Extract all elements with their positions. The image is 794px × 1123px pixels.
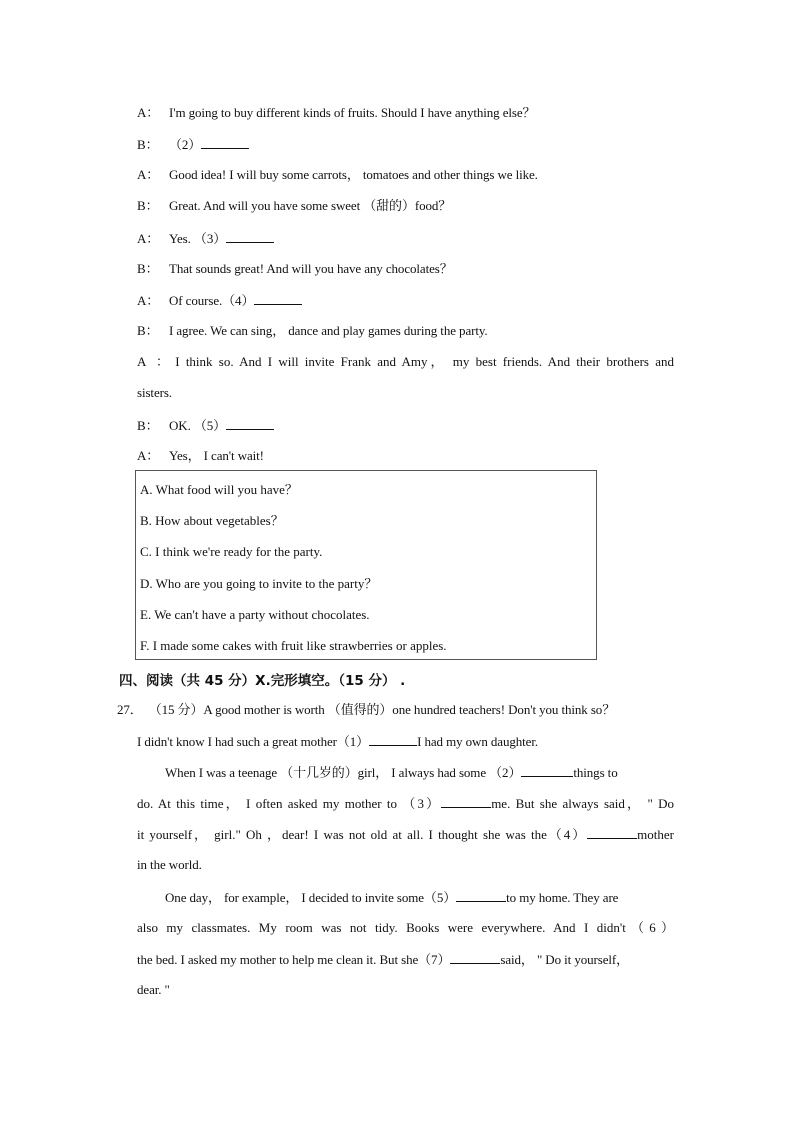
speaker-label: A： bbox=[137, 105, 160, 120]
question-text: （15 分）A good mother is worth （值得的）one hundred teachers! Don't you think so？ bbox=[148, 702, 616, 717]
passage-text: I had my own daughter. bbox=[417, 734, 539, 749]
option-c: C. I think we're ready for the party. bbox=[140, 544, 323, 559]
passage-text: do. At this time， I often asked my mother to （3） bbox=[137, 796, 442, 811]
dialogue-line-3 bbox=[137, 167, 538, 183]
question-27-line-1 bbox=[117, 702, 615, 718]
speaker-label: A： bbox=[137, 354, 169, 369]
dialogue-text: （2） bbox=[169, 137, 202, 152]
dialogue-line-1 bbox=[137, 105, 535, 121]
passage-line-6 bbox=[137, 857, 202, 873]
cloze-blank-1[interactable] bbox=[369, 733, 417, 746]
dialogue-line-6 bbox=[137, 261, 453, 277]
dialogue-text: That sounds great! And will you have any chocolates？ bbox=[169, 261, 453, 276]
dialogue-text: I'm going to buy different kinds of fruits. Should I have anything else？ bbox=[169, 105, 536, 120]
speaker-label: B： bbox=[137, 323, 159, 338]
passage-text: in the world. bbox=[137, 857, 202, 872]
passage-line-10 bbox=[137, 982, 170, 998]
passage-text: to my home. They are bbox=[506, 890, 619, 905]
speaker-label: A： bbox=[137, 167, 160, 182]
passage-text: When I was a teenage （十几岁的）girl， I always had some （2） bbox=[165, 765, 522, 780]
option-f: F. I made some cakes with fruit like strawberries or apples. bbox=[140, 638, 447, 653]
speaker-label: B： bbox=[137, 418, 159, 433]
passage-line-7 bbox=[165, 889, 618, 906]
cloze-blank-2[interactable] bbox=[521, 764, 573, 777]
passage-text: dear. " bbox=[137, 982, 170, 997]
dialogue-text: Yes， I can't wait! bbox=[169, 448, 264, 463]
passage-text: me. But she always said， " Do bbox=[491, 796, 675, 811]
dialogue-line-10 bbox=[137, 417, 274, 434]
dialogue-line-11 bbox=[137, 448, 264, 464]
dialogue-text: Good idea! I will buy some carrots， tomatoes and other things we like. bbox=[169, 167, 538, 182]
dialogue-text: I think so. And I will invite Frank and Amy， my best friends. And their brothers and bbox=[169, 354, 674, 369]
dialogue-line-5 bbox=[137, 230, 274, 247]
dialogue-line-9 bbox=[137, 354, 674, 370]
question-27-line-2 bbox=[137, 733, 538, 750]
dialogue-line-7 bbox=[137, 292, 302, 309]
dialogue-line-2 bbox=[137, 136, 249, 153]
option-d: D. Who are you going to invite to the party？ bbox=[140, 576, 378, 591]
passage-text: things to bbox=[573, 765, 618, 780]
passage-text: also my classmates. My room was not tidy. Books were everywhere. And I didn't（6） bbox=[137, 920, 674, 935]
speaker-label: A： bbox=[137, 231, 160, 246]
speaker-label: B： bbox=[137, 137, 159, 152]
passage-text: said， " Do it yourself， bbox=[500, 952, 630, 967]
speaker-label: A： bbox=[137, 448, 160, 463]
passage-line-9 bbox=[137, 951, 629, 968]
question-number: 27． bbox=[117, 702, 143, 717]
passage-line-4 bbox=[137, 795, 674, 812]
dialogue-text: Of course.（4） bbox=[169, 293, 255, 308]
answer-blank-5[interactable] bbox=[226, 417, 274, 430]
passage-line-5 bbox=[137, 826, 674, 843]
answer-blank-2[interactable] bbox=[201, 136, 249, 149]
speaker-label: B： bbox=[137, 198, 159, 213]
passage-text: I didn't know I had such a great mother（1） bbox=[137, 734, 370, 749]
passage-line-8 bbox=[137, 920, 674, 936]
dialogue-text: Yes. （3） bbox=[169, 231, 227, 246]
dialogue-line-9-cont bbox=[137, 385, 172, 401]
answer-blank-4[interactable] bbox=[254, 292, 302, 305]
option-b: B. How about vegetables？ bbox=[140, 513, 284, 528]
passage-line-3 bbox=[165, 764, 618, 781]
dialogue-line-4 bbox=[137, 198, 451, 214]
cloze-blank-4[interactable] bbox=[587, 826, 637, 839]
passage-text: it yourself， girl." Oh ，dear! I was not old at all. I thought she was the（4） bbox=[137, 827, 588, 842]
dialogue-text: sisters. bbox=[137, 385, 172, 400]
option-e: E. We can't have a party without chocolates. bbox=[140, 607, 370, 622]
dialogue-line-8 bbox=[137, 323, 488, 339]
passage-text: One day， for example， I decided to invite some（5） bbox=[165, 890, 457, 905]
dialogue-text: I agree. We can sing， dance and play games during the party. bbox=[169, 323, 488, 338]
option-a: A. What food will you have？ bbox=[140, 482, 298, 497]
passage-text: the bed. I asked my mother to help me clean it. But she（7） bbox=[137, 952, 451, 967]
dialogue-text: Great. And will you have some sweet （甜的）food？ bbox=[169, 198, 452, 213]
speaker-label: B： bbox=[137, 261, 159, 276]
section-heading: 四、阅读（共 45 分）X.完形填空。（15 分） . bbox=[119, 673, 406, 689]
cloze-blank-3[interactable] bbox=[441, 795, 491, 808]
cloze-blank-5[interactable] bbox=[456, 889, 506, 902]
speaker-label: A： bbox=[137, 293, 160, 308]
options-box bbox=[135, 470, 597, 660]
answer-blank-3[interactable] bbox=[226, 230, 274, 243]
dialogue-text: OK. （5） bbox=[169, 418, 227, 433]
cloze-blank-7[interactable] bbox=[450, 951, 500, 964]
passage-text: mother bbox=[637, 827, 674, 842]
